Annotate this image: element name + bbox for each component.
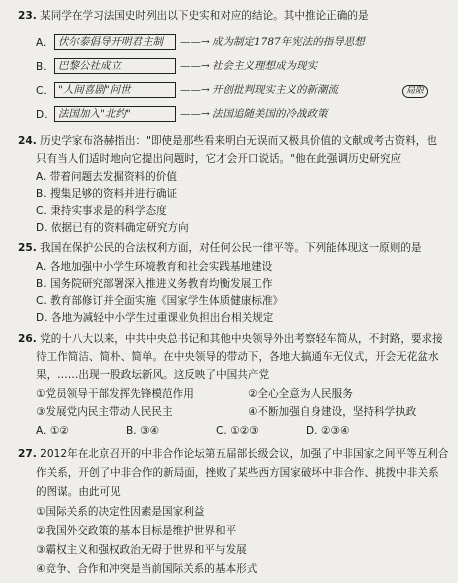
q26-choice: D. ②③④ [306, 425, 350, 437]
q27-stem-line-1 [18, 447, 449, 461]
q23-stem: 某同学在学习法国史时列出以下史实和对应的结论。其中推论正确的是 [40, 10, 369, 22]
q26-number: 26. [18, 333, 37, 345]
q27-item: ①国际关系的决定性因素是国家利益 [36, 506, 205, 518]
q25-number: 25. [18, 242, 37, 254]
q26-item: ④不断加强自身建设，坚持科学执政 [248, 406, 417, 418]
q23-fact: 法国加入"北约" [58, 108, 131, 120]
q23-fact: 伏尔泰倡导开明君主制 [58, 36, 163, 48]
q26-stem-line-1 [18, 332, 443, 346]
q27-stem-line-2: 作关系，开创了中非合作的新局面，挫败了某些西方国家破坏中非合作、挑拨中非关系 [36, 467, 439, 479]
q26-choice: C. ①②③ [216, 425, 259, 437]
q24-stem-1: 历史学家布洛赫指出："即使是那些看来明白无误而又极具价值的文献或考古资料，也 [40, 135, 437, 147]
q25-option: C. 教育部修订并全面实施《国家学生体质健康标准》 [36, 295, 284, 307]
q23-arrow: ——→ [180, 84, 210, 96]
q24-option: B. 搜集足够的资料并进行确证 [36, 188, 178, 200]
q23-stem-line [18, 9, 369, 23]
q27-stem-1: 2012年在北京召开的中非合作论坛第五届部长级会议，加强了中非国家之间平等互利合 [40, 448, 449, 460]
q25-option: B. 国务院研究部署深入推进义务教育均衡发展工作 [36, 278, 273, 290]
q24-option: C. 秉持实事求是的科学态度 [36, 205, 167, 217]
q24-stem-line-2: 只有当人们适时地向它提出问题时，它才会开口说话。"他在此强调历史研究应 [36, 153, 402, 165]
q23-arrow: ——→ [180, 108, 210, 120]
q27-item: ④竞争、合作和冲突是当前国际关系的基本形式 [36, 563, 258, 575]
q23-option-letter: C. [36, 85, 47, 97]
q23-conclusion: 法国追随美国的冷战政策 [212, 108, 328, 120]
q23-arrow: ——→ [180, 60, 210, 72]
q26-choice: A. ①② [36, 425, 69, 437]
q23-number: 23. [18, 10, 37, 22]
q26-stem-line-3: 果，……出现一股政坛新风。这反映了中国共产党 [36, 369, 270, 381]
q23-arrow: ——→ [180, 36, 210, 48]
q26-stem-1: 党的十八大以来，中共中央总书记和其他中央领导外出考察轻车简从，不封路，要求接 [40, 333, 443, 345]
q23-option-letter: B. [36, 61, 47, 73]
q23-option-letter: A. [36, 37, 47, 49]
q23-mark [402, 83, 428, 98]
q24-option: D. 依据已有的资料确定研究方向 [36, 222, 189, 234]
q23-conclusion: 成为制定1787年宪法的指导思想 [212, 36, 365, 48]
q23-conclusion: 社会主义理想成为现实 [212, 60, 317, 72]
q25-option: D. 各地为减轻中小学生过重课业负担出台相关规定 [36, 312, 274, 324]
q26-item: ②全心全意为人民服务 [248, 388, 353, 400]
q25-stem: 我国在保护公民的合法权利方面，对任何公民一律平等。下列能体现这一原则的是 [40, 242, 422, 254]
q25-option: A. 各地加强中小学生环境教育和社会实践基地建设 [36, 261, 273, 273]
q23-option-letter: D. [36, 109, 48, 121]
q25-stem-line [18, 241, 422, 255]
q23-fact: "人间喜剧"问世 [58, 84, 131, 96]
q26-item: ①党员领导干部发挥先锋模范作用 [36, 388, 194, 400]
q27-item: ②我国外交政策的基本目标是维护世界和平 [36, 525, 237, 537]
q27-stem-line-3: 的图谋。由此可见 [36, 486, 121, 498]
q23-mark-circle: 局限 [402, 85, 428, 98]
q24-option: A. 带着问题去发掘资料的价值 [36, 171, 177, 183]
q23-fact: 巴黎公社成立 [58, 60, 121, 72]
q27-number: 27. [18, 448, 37, 460]
q26-stem-line-2: 待工作简洁、简朴、简单。在中央领导的带动下，各地大搞通车无仪式，开会无花盆水 [36, 351, 439, 363]
q27-item: ③霸权主义和强权政治无碍于世界和平与发展 [36, 544, 247, 556]
q26-item: ③发展党内民主带动人民民主 [36, 406, 173, 418]
q24-stem-line-1 [18, 134, 437, 148]
q23-conclusion: 开创批判现实主义的新潮流 [212, 84, 338, 96]
q26-choice: B. ③④ [126, 425, 159, 437]
q24-number: 24. [18, 135, 37, 147]
